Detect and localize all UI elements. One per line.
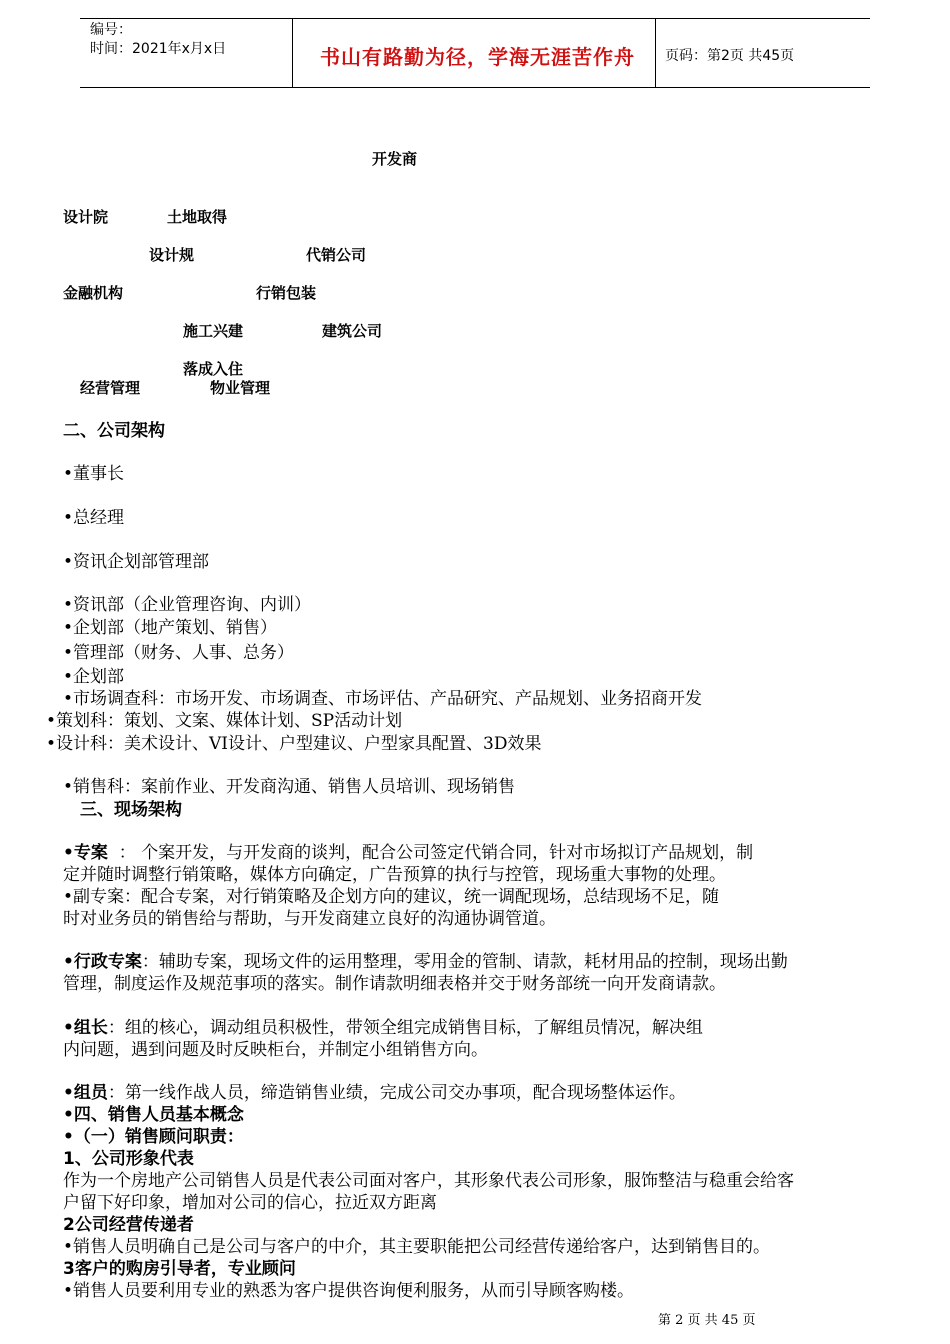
doc-time-label: 时间：2021年x月x日: [90, 41, 227, 57]
list-item: •管理部（财务、人事、总务）: [63, 643, 295, 663]
flow-construction: 施工兴建: [183, 322, 244, 340]
list-item: •董事长: [63, 464, 125, 484]
doc-number-label: 编号：: [90, 22, 132, 38]
header-page-number: 页码：第2页 共45页: [665, 48, 795, 64]
page-header: [80, 18, 870, 88]
list-item: •策划科：策划、文案、媒体计划、SP活动计划: [46, 711, 403, 731]
list-item: •销售科：案前作业、开发商沟通、销售人员培训、现场销售: [63, 777, 516, 797]
paragraph: •销售人员明确自己是公司与客户的中介，其主要职能把公司经营传递给客户，达到销售目的。: [63, 1237, 771, 1257]
list-item: •企划部: [63, 667, 125, 687]
list-item: •市场调查科：市场开发、市场调查、市场评估、产品研究、产品规划、业务招商开发: [63, 689, 703, 709]
point-heading: 3客户的购房引导者，专业顾问: [63, 1259, 296, 1279]
role-text: 时对业务员的销售给与帮助，与开发商建立良好的沟通协调管道。: [63, 909, 556, 929]
role-name: •组员: [63, 1083, 108, 1103]
flow-marketing-pack: 行销包装: [256, 284, 317, 302]
flow-design-plan: 设计规: [149, 246, 195, 264]
paragraph: •销售人员要利用专业的熟悉为客户提供咨询便利服务，从而引导顾客购楼。: [63, 1281, 635, 1301]
role-text: •副专案：配合专案，对行销策略及企划方向的建议，统一调配现场，总结现场不足，随: [63, 887, 720, 907]
header-motto: 书山有路勤为径，学海无涯苦作舟: [320, 45, 635, 69]
flow-agency: 代销公司: [306, 246, 367, 264]
list-item: •设计科：美术设计、VI设计、户型建议、户型家具配置、3D效果: [46, 734, 542, 754]
flow-land: 土地取得: [167, 208, 228, 226]
section-title: 二、公司架构: [63, 421, 165, 441]
role-text: ： 个案开发，与开发商的谈判，配合公司签定代销合同，针对市场拟订产品规划，制: [118, 843, 754, 863]
role-name: •专案: [63, 843, 108, 863]
role-text: ：第一线作战人员，缔造销售业绩，完成公司交办事项，配合现场整体运作。: [107, 1083, 686, 1103]
paragraph: 作为一个房地产公司销售人员是代表公司面对客户，其形象代表公司形象，服饰整洁与稳重会给客: [63, 1171, 794, 1191]
section-title: •四、销售人员基本概念: [63, 1105, 244, 1125]
header-divider: [292, 19, 293, 87]
role-text: 内问题，遇到问题及时反映柜台，并制定小组销售方向。: [63, 1040, 488, 1060]
role-name: •组长: [63, 1018, 108, 1038]
header-meta: [90, 21, 226, 59]
paragraph: 户留下好印象，增加对公司的信心，拉近双方距离: [63, 1193, 437, 1213]
list-item: •总经理: [63, 508, 125, 528]
flow-design-institute: 设计院: [63, 208, 109, 226]
flow-property: 物业管理: [210, 379, 271, 397]
flow-operation: 经营管理: [80, 379, 141, 397]
point-heading: 1、公司形象代表: [63, 1149, 194, 1169]
role-text: 管理，制度运作及规范事项的落实。制作请款明细表格并交于财务部统一向开发商请款。: [63, 974, 726, 994]
header-divider: [655, 19, 656, 87]
point-heading: 2公司经营传递者: [63, 1215, 194, 1235]
flow-completion: 落成入住: [183, 360, 244, 378]
flow-developer: 开发商: [372, 150, 418, 168]
role-text: ：辅助专案，现场文件的运用整理，零用金的管制、请款，耗材用品的控制，现场出勤: [141, 952, 788, 972]
section-title: 三、现场架构: [80, 800, 182, 820]
subsection-title: •（一）销售顾问职责：: [63, 1127, 244, 1147]
flow-builder: 建筑公司: [322, 322, 383, 340]
list-item: •资讯部（企业管理咨询、内训）: [63, 595, 312, 615]
role-text: 定并随时调整行销策略，媒体方向确定，广告预算的执行与控管，现场重大事物的处理。: [63, 865, 726, 885]
role-name: •行政专案: [63, 952, 142, 972]
list-item: •企划部（地产策划、销售）: [63, 618, 278, 638]
role-text: ：组的核心，调动组员积极性，带领全组完成销售目标，了解组员情况，解决组: [107, 1018, 703, 1038]
flow-finance: 金融机构: [63, 284, 124, 302]
list-item: •资讯企划部管理部: [63, 552, 210, 572]
page-footer: 第 2 页 共 45 页: [658, 1313, 756, 1328]
